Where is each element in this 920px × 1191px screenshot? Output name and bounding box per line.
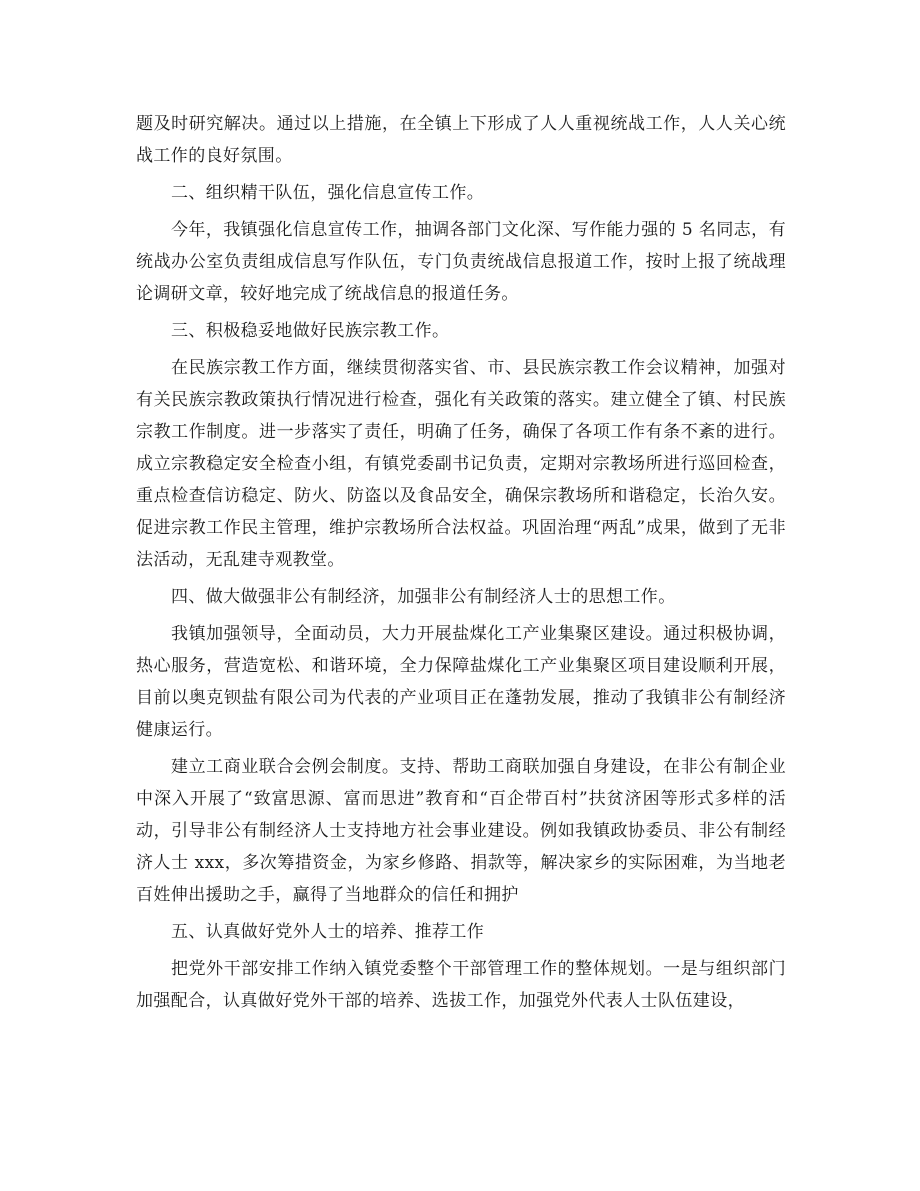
paragraph-commerce-federation: 建立工商业联合会例会制度。支持、帮助工商联加强自身建设，在非公有制企业中深入开展了“致富思源、富而思进”教育和“百企带百村”扶贫济困等形式多样的活动，引导非公有制经济人士支持地方社会事业建设。例如我镇政协委员、非公有制经济人士 xxx，多次筹措资金，为家乡修路、捐款等，解决家乡的实际困难，为当地老百姓伸出援助之手，赢得了当地群众的信任和拥护 [136, 757, 786, 905]
document-body [136, 108, 786, 1022]
section-heading-3: 三、积极稳妥地做好民族宗教工作。 [171, 321, 450, 341]
paragraph-ethnic-religious: 在民族宗教工作方面，继续贯彻落实省、市、县民族宗教工作会议精神，加强对有关民族宗教政策执行情况进行检查，强化有关政策的落实。建立健全了镇、村民族宗教工作制度。进一步落实了责任，明确了任务，确保了各项工作有条不紊的进行。成立宗教稳定安全检查小组，有镇党委副书记负责，定期对宗教场所进行巡回检查，重点检查信访稳定、防火、防盗以及食品安全，确保宗教场所和谐稳定，长治久安。促进宗教工作民主管理，维护宗教场所合法权益。巩固治理“两乱”成果，做到了无非法活动，无乱建寺观教堂。 [136, 358, 786, 570]
paragraph-industrial-zone: 我镇加强领导，全面动员，大力开展盐煤化工产业集聚区建设。通过积极协调，热心服务，营造宽松、和谐环境，全力保障盐煤化工产业集聚区项目建设顺利开展，目前以奥克钡盐有限公司为代表的产业项目正在蓬勃发展，推动了我镇非公有制经济健康运行。 [136, 624, 786, 740]
section-heading-5: 五、认真做好党外人士的培养、推荐工作 [171, 922, 485, 942]
paragraph-info-publicity: 今年，我镇强化信息宣传工作，抽调各部门文化深、写作能力强的 5 名同志，有统战办公室负责组成信息写作队伍，专门负责统战信息报道工作，按时上报了统战理论调研文章，较好地完成了统战信息的报道任务。 [136, 220, 786, 304]
paragraph-continuation: 题及时研究解决。通过以上措施，在全镇上下形成了人人重视统战工作，人人关心统战工作的良好氛围。 [136, 114, 786, 166]
section-heading-4: 四、做大做强非公有制经济，加强非公有制经济人士的思想工作。 [171, 587, 676, 607]
paragraph-cadre-planning: 把党外干部安排工作纳入镇党委整个干部管理工作的整体规划。一是与组织部门加强配合，认真做好党外干部的培养、选拔工作，加强党外代表人士队伍建设， [136, 959, 786, 1011]
section-heading-2: 二、组织精干队伍，强化信息宣传工作。 [171, 183, 485, 203]
